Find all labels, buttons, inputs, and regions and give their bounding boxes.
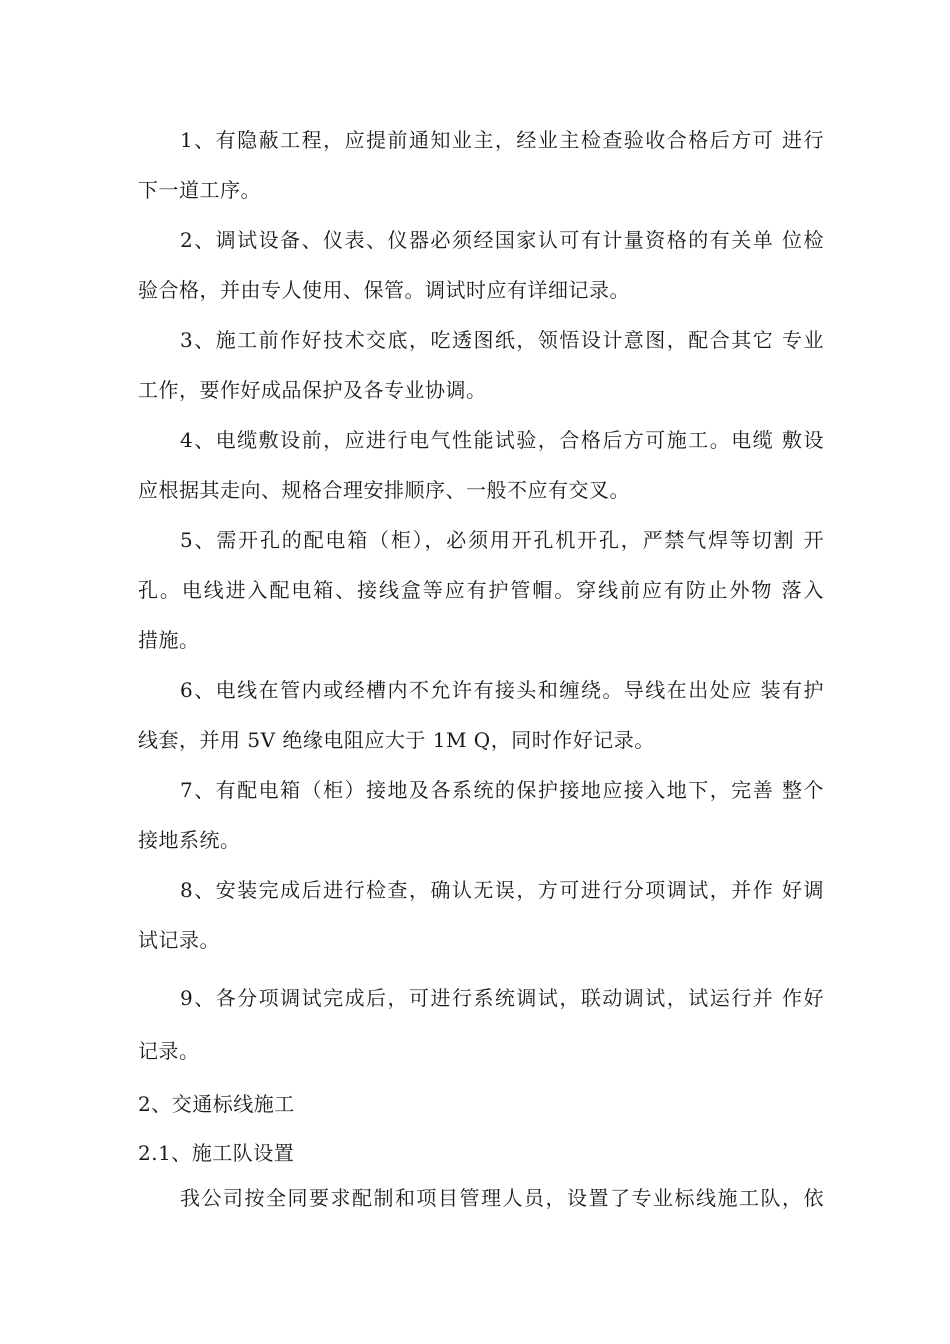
paragraph-2-line-2: 验合格，并由专人使用、保管。调试时应有详细记录。 (138, 278, 630, 302)
paragraph-5-line-2: 孔。电线进入配电箱、接线盒等应有护管帽。穿线前应有防止外物 落入 (138, 578, 824, 602)
subsection-heading: 2.1、施工队设置 (138, 1141, 295, 1165)
paragraph-2-line-1: 2、调试设备、仪表、仪器必须经国家认可有计量资格的有关单 位检 (180, 228, 824, 252)
body-paragraph-line-1: 我公司按全同要求配制和项目管理人员，设置了专业标线施工队，依 (180, 1186, 824, 1210)
paragraph-5-line-3: 措施。 (138, 628, 200, 652)
paragraph-4-line-1: 4、电缆敷设前，应进行电气性能试验，合格后方可施工。电缆 敷设 (180, 428, 824, 452)
paragraph-9-line-2: 记录。 (138, 1039, 200, 1063)
paragraph-6-line-2: 线套，并用 5V 绝缘电阻应大于 1M Q，同时作好记录。 (138, 728, 655, 752)
paragraph-3-line-2: 工作，要作好成品保护及各专业协调。 (138, 378, 487, 402)
paragraph-1-line-2: 下一道工序。 (138, 178, 261, 202)
paragraph-3-line-1: 3、施工前作好技术交底，吃透图纸，领悟设计意图，配合其它 专业 (180, 328, 824, 352)
paragraph-8-line-1: 8、安装完成后进行检查，确认无误，方可进行分项调试，并作 好调 (180, 878, 824, 902)
paragraph-6-line-1: 6、电线在管内或经槽内不允许有接头和缠绕。导线在出处应 装有护 (180, 678, 824, 702)
paragraph-1-line-1: 1、有隐蔽工程，应提前通知业主，经业主检查验收合格后方可 进行 (180, 128, 824, 152)
section-heading: 2、交通标线施工 (138, 1092, 295, 1116)
paragraph-9-line-1: 9、各分项调试完成后，可进行系统调试，联动调试，试运行并 作好 (180, 986, 824, 1010)
paragraph-8-line-2: 试记录。 (138, 928, 220, 952)
paragraph-4-line-2: 应根据其走向、规格合理安排顺序、一般不应有交叉。 (138, 478, 630, 502)
paragraph-7-line-1: 7、有配电箱（柜）接地及各系统的保护接地应接入地下，完善 整个 (180, 778, 824, 802)
paragraph-5-line-1: 5、需开孔的配电箱（柜），必须用开孔机开孔，严禁气焊等切割 开 (180, 528, 824, 552)
paragraph-7-line-2: 接地系统。 (138, 828, 241, 852)
